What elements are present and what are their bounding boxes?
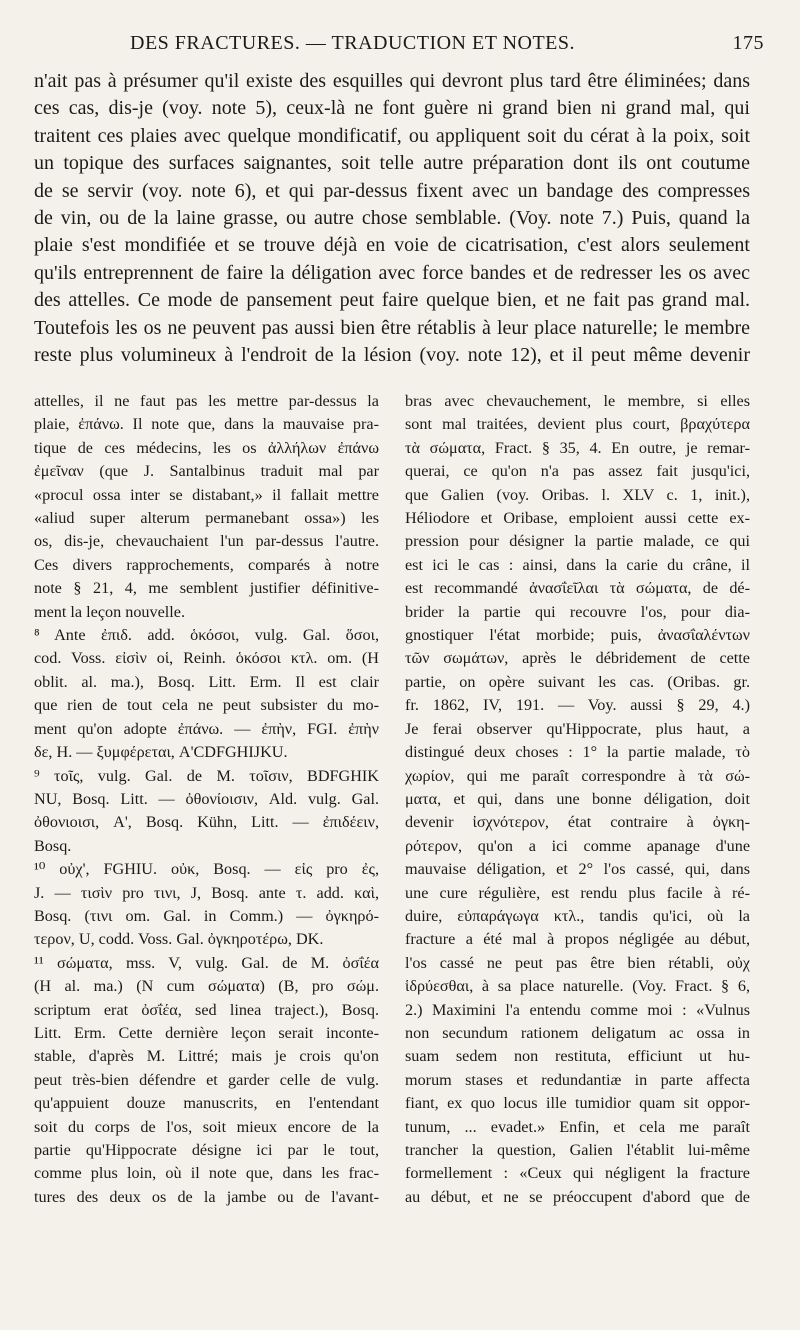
text-line: qu'ils entreprennent de faire la déligation avec force bandes et de redresser les os avec xyxy=(34,261,750,284)
footnotes xyxy=(34,390,750,1290)
text-line: pression pour désigner la partie malade, ce qui xyxy=(405,532,750,551)
text-line: bras avec chevauchement, le membre, si elles xyxy=(405,392,750,410)
text-line: soit du corps de l'os, soit mieux encore de la xyxy=(34,1117,379,1136)
main-translation-text xyxy=(34,68,750,369)
text-line: Ces divers rapprochements, comparés à notre xyxy=(34,555,379,574)
text-line: ¹⁰ οὐχ', FGHIU. οὐκ, Bosq. — εἰς pro ἐς, xyxy=(34,860,379,879)
text-line: ρότερον, qu'on a ici comme apanage d'une xyxy=(405,836,750,855)
text-line: morum stases et redundantiæ in parte affecta xyxy=(405,1070,750,1089)
text-line: distingué deux choses : 1° la partie malade, τὸ xyxy=(405,743,750,762)
text-line: au début, et ne se préoccupent d'abord que de xyxy=(405,1187,750,1206)
text-line: duire, εὐπαράγωγα κτλ., tandis qu'ici, où la xyxy=(405,906,750,925)
text-line: tunum, ... evadet.» Enfin, et cela me paraît xyxy=(405,1117,750,1136)
text-line: Bosq. xyxy=(34,836,72,855)
text-line: ces cas, dis-je (voy. note 5), ceux-là ne font guère ni grand bien ni grand mal, qui xyxy=(34,97,750,120)
text-line: gnostiquer l'état morbide; puis, ἀνασΐαλέντων xyxy=(405,626,750,645)
text-line: l'os cassé ne peut pas être bien rétabli, οὐχ xyxy=(405,953,750,972)
text-line: devenir ἰσχνότερον, état contraire à ὀγκη- xyxy=(405,813,750,832)
text-line: Je ferai observer qu'Hippocrate, plus haut, a xyxy=(405,719,750,738)
text-line: τερον, U, codd. Voss. Gal. ὀγκηροτέρω, DK. xyxy=(34,930,324,949)
text-line: oblit. al. ma.), Bosq. Litt. Erm. Il est clair xyxy=(34,672,379,691)
text-line: attelles, il ne faut pas les mettre par-dessus la xyxy=(34,392,379,410)
text-line: ment qu'on adopte ἐπάνω. — ἐπὴν, FGI. ἐπὴν xyxy=(34,719,379,738)
footnotes-left-column xyxy=(34,390,379,1209)
text-line: cod. Voss. εἰσὶν οἱ, Reinh. ὁκόσοι κτλ. om. (H xyxy=(34,649,379,668)
text-line: stable, d'après M. Littré; mais je crois qu'on xyxy=(34,1047,379,1066)
text-line: 2.) Maximini l'a entendu comme moi : «Vulnus xyxy=(405,1000,750,1019)
text-line: fr. 1862, IV, 191. — Voy. aussi § 29, 4.) xyxy=(405,696,750,715)
text-line: ⁹ τοῖς, vulg. Gal. de M. τοῖσιν, BDFGHIK xyxy=(34,766,379,785)
text-line: ματα, et qui, dans une bonne déligation, doit xyxy=(405,789,750,808)
text-line: de se servir (voy. note 6), et qui par-dessus fixent avec un bandage des compresses xyxy=(34,179,750,202)
text-line: plaie, ἐπάνω. Il note que, dans la mauvaise pra- xyxy=(34,415,379,434)
text-line: partie qu'Hippocrate désigne ici par le tout, xyxy=(34,1141,379,1159)
text-line: τὰ σώματα, Fract. § 35, 4. En outre, je remar- xyxy=(405,438,750,457)
text-line: fracture a été mal à propos négligée au début, xyxy=(405,930,750,949)
text-line: partie, on opère suivant les cas. (Oribas. gr. xyxy=(405,672,750,691)
text-line: note § 21, 4, me semblent justifier définitive- xyxy=(34,579,379,598)
text-line: un topique des surfaces saignantes, soit telle autre préparation dont ils ont coutume xyxy=(34,152,750,175)
text-line: des attelles. Ce mode de pansement peut faire quelque bien, et ne fait pas grand mal. xyxy=(34,289,750,312)
text-line: Litt. Erm. Cette dernière leçon serait inconte- xyxy=(34,1023,379,1042)
text-line: comme plus loin, où il note que, dans les frac- xyxy=(34,1164,379,1183)
text-line: brider la partie qui recouvre l'os, pour dia- xyxy=(405,602,750,621)
text-line: plaie s'est mondifiée et se trouve déjà en voie de cicatrisation, c'est alors seulement xyxy=(34,234,750,257)
text-line: os, dis-je, chevauchaient l'un par-dessus l'autre. xyxy=(34,532,379,551)
text-line: «aliud super alterum permanebant ossa») les xyxy=(34,509,379,528)
text-line: tures des deux os de la jambe ou de l'avant- xyxy=(34,1187,379,1206)
text-line: suam sedem non restituta, efficiunt ut hu- xyxy=(405,1047,750,1066)
text-line: ἱδρύεσθαι, à sa place naturelle. (Voy. Fract. § 6, xyxy=(405,977,750,996)
text-line: peut très-bien défendre et garder celle de vulg. xyxy=(34,1070,379,1089)
text-line: que Galien (voy. Oribas. l. XLV c. 1, init.), xyxy=(405,485,750,504)
text-line: ¹¹ σώματα, mss. V, vulg. Gal. de M. ὀσΐέα xyxy=(34,953,379,972)
page-number: 175 xyxy=(732,32,764,54)
running-title: DES FRACTURES. — TRADUCTION ET NOTES. xyxy=(130,32,576,54)
text-line: ἐμεῖναν (que J. Santalbinus traduit mal par xyxy=(34,462,379,481)
text-line: trancher la question, Galien l'établit lui-même xyxy=(405,1141,750,1159)
text-line: (H al. ma.) (N cum σώματα) (B, pro σώμ. xyxy=(34,977,379,996)
text-line: non secundum rationem deligatum ac ossa in xyxy=(405,1023,750,1042)
text-line: querai, ce qu'on n'a pas assez fait jusqu'ici, xyxy=(405,462,750,481)
footnotes-right-column xyxy=(405,390,750,1209)
text-line: sont mal traitées, devient plus court, βραχύτερα xyxy=(405,415,750,434)
text-line: une cure régulière, est rendu plus facile à ré- xyxy=(405,883,750,902)
text-line: fiant, ex quo locus ille tumidior quam sit oppor- xyxy=(405,1094,750,1113)
text-line: Bosq. (τινι om. Gal. in Comm.) — ὀγκηρό- xyxy=(34,906,379,925)
text-line: Héliodore et Oribase, emploient aussi cette ex- xyxy=(405,509,750,528)
text-line: τῶν σωμάτων, après le débridement de cette xyxy=(405,649,750,668)
text-line: ὀθονιοισι, A', Bosq. Kühn, Litt. — ἐπιδέειν, xyxy=(34,813,379,832)
text-line: Toutefois les os ne peuvent pas aussi bien être rétablis à leur place naturelle; le membre xyxy=(34,316,750,339)
text-line: «procul ossa inter se distabant,» il fallait mettre xyxy=(34,485,379,504)
text-line: ⁸ Ante ἐπιδ. add. ὁκόσοι, vulg. Gal. ὅσοι, xyxy=(34,626,379,645)
text-line: tique de ces médecins, les os ἀλλήλων ἐπάνω xyxy=(34,438,379,457)
text-line: traitent ces plaies avec quelque mondificatif, ou appliquent soit du cérat à la poix, soit xyxy=(34,124,750,147)
text-line: qu'appuient douze manuscrits, en l'entendant xyxy=(34,1094,379,1113)
text-line: NU, Bosq. Litt. — ὀθονίοισιν, Ald. vulg. Gal. xyxy=(34,789,379,808)
text-line: J. — τισὶν pro τινι, J, Bosq. ante τ. add. καὶ, xyxy=(34,883,379,902)
text-line: δε, H. — ξυμφέρεται, A'CDFGHIJKU. xyxy=(34,743,288,762)
text-line: n'ait pas à présumer qu'il existe des esquilles qui devront plus tard être éliminées; dans xyxy=(34,70,750,92)
text-line: formellement : «Ceux qui négligent la fracture xyxy=(405,1164,750,1183)
running-head xyxy=(34,32,764,62)
text-line: est ici le cas : ainsi, dans la carie du crâne, il xyxy=(405,555,750,574)
text-line: est recommandé ἀνασΐεῖλαι τὰ σώματα, de dé- xyxy=(405,579,750,598)
text-line: χωρίον, qui me paraît correspondre à τὰ σώ- xyxy=(405,766,750,785)
text-line: de vin, ou de la laine grasse, ou autre chose semblable. (Voy. note 7.) Puis, quand la xyxy=(34,207,750,230)
text-line: mauvaise déligation, et 2° l'os cassé, qui, dans xyxy=(405,860,750,879)
text-line: scriptum erat ὀσΐέα, sed linea traject.), Bosq. xyxy=(34,1000,379,1019)
text-line: reste plus volumineux à l'endroit de la lésion (voy. note 12), et il peut même devenir xyxy=(34,344,750,367)
text-line: ment la leçon nouvelle. xyxy=(34,602,186,621)
text-line: que rien de tout cela ne peut subsister du mo- xyxy=(34,696,379,715)
